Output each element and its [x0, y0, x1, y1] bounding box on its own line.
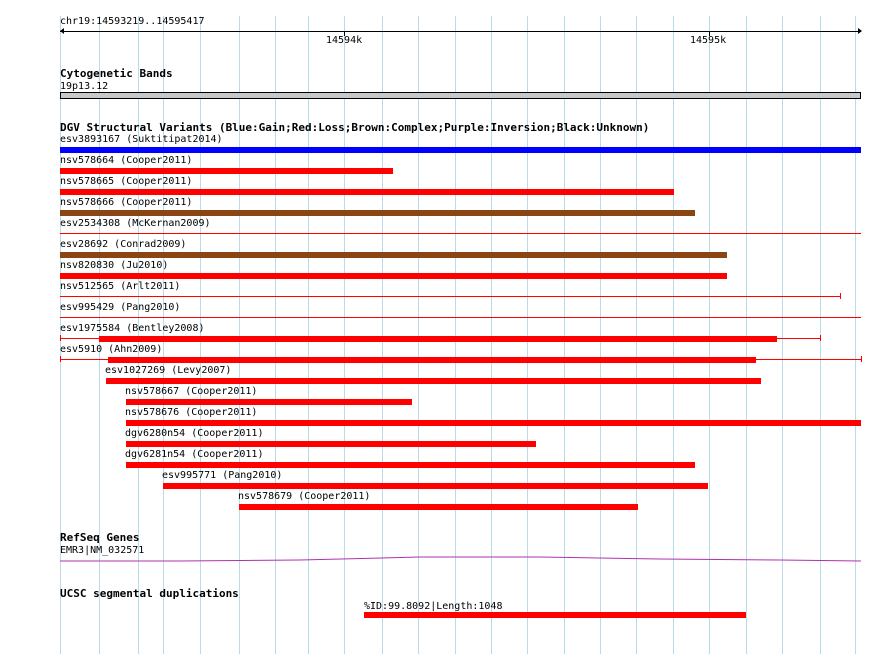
cytoband-track-title[interactable]: Cytogenetic Bands — [60, 67, 173, 80]
dgv-feature-bar[interactable] — [60, 317, 861, 318]
dgv-feature-label[interactable]: nsv578679 (Cooper2011) — [238, 491, 371, 502]
segdup-feature-label: %ID:99.8092|Length:1048 — [364, 601, 503, 612]
ruler-right-arrow[interactable] — [858, 28, 862, 34]
refseq-gene-label[interactable]: EMR3|NM_032571 — [60, 545, 145, 556]
dgv-feature-bar[interactable] — [239, 504, 638, 510]
cytoband-label: 19p13.12 — [60, 81, 109, 92]
dgv-feature-label[interactable]: nsv512565 (Arlt2011) — [60, 281, 181, 292]
ruler-tick-label: 14594k — [326, 35, 363, 46]
dgv-feature-end-tick — [60, 335, 61, 341]
dgv-feature-label[interactable]: nsv820830 (Ju2010) — [60, 260, 169, 271]
dgv-feature-label[interactable]: esv5910 (Ahn2009) — [60, 344, 163, 355]
dgv-feature-bar[interactable] — [60, 233, 861, 234]
dgv-feature-label[interactable]: esv995771 (Pang2010) — [162, 470, 283, 481]
segdup-feature-bar[interactable] — [364, 612, 746, 618]
dgv-feature-end-tick — [820, 335, 821, 341]
dgv-feature-end-tick — [861, 356, 862, 362]
dgv-feature-bar[interactable] — [99, 336, 777, 342]
dgv-feature-bar[interactable] — [126, 399, 412, 405]
dgv-feature-label[interactable]: nsv578667 (Cooper2011) — [125, 386, 258, 397]
ruler-left-arrow[interactable] — [60, 28, 64, 34]
ruler-region-label: chr19:14593219..14595417 — [60, 16, 205, 27]
dgv-feature-label[interactable]: dgv6281n54 (Cooper2011) — [125, 449, 264, 460]
dgv-feature-bar[interactable] — [126, 441, 536, 447]
dgv-feature-bar[interactable] — [60, 252, 727, 258]
dgv-feature-label[interactable]: esv995429 (Pang2010) — [60, 302, 181, 313]
refseq-gene-glyph[interactable] — [60, 552, 862, 566]
dgv-feature-bar[interactable] — [60, 273, 727, 279]
cytoband-bar[interactable] — [60, 92, 861, 99]
dgv-feature-label[interactable]: nsv578666 (Cooper2011) — [60, 197, 193, 208]
dgv-feature-label[interactable]: nsv578665 (Cooper2011) — [60, 176, 193, 187]
dgv-feature-bar[interactable] — [60, 189, 674, 195]
dgv-feature-bar[interactable] — [108, 357, 756, 363]
dgv-feature-label[interactable]: esv3893167 (Suktitipat2014) — [60, 134, 223, 145]
dgv-feature-bar[interactable] — [126, 420, 861, 426]
segdup-track-title[interactable]: UCSC segmental duplications — [60, 587, 239, 600]
dgv-feature-bar[interactable] — [106, 378, 761, 384]
dgv-track-title[interactable]: DGV Structural Variants (Blue:Gain;Red:Loss;Brown:Complex;Purple:Inversion;Black:Unknown) — [60, 121, 650, 134]
dgv-feature-end-tick — [840, 293, 841, 299]
dgv-feature-bar[interactable] — [60, 210, 695, 216]
dgv-feature-label[interactable]: esv28692 (Conrad2009) — [60, 239, 187, 250]
ruler-axis[interactable] — [60, 31, 861, 32]
dgv-feature-label[interactable]: esv2534308 (McKernan2009) — [60, 218, 211, 229]
dgv-feature-bar[interactable] — [126, 462, 695, 468]
dgv-feature-label[interactable]: esv1027269 (Levy2007) — [105, 365, 232, 376]
dgv-feature-bar[interactable] — [60, 296, 840, 297]
ruler-tick-label: 14595k — [690, 35, 727, 46]
refseq-track-title[interactable]: RefSeq Genes — [60, 531, 140, 544]
dgv-feature-label[interactable]: nsv578676 (Cooper2011) — [125, 407, 258, 418]
dgv-feature-label[interactable]: dgv6280n54 (Cooper2011) — [125, 428, 264, 439]
dgv-feature-label[interactable]: esv1975584 (Bentley2008) — [60, 323, 205, 334]
dgv-feature-end-tick — [60, 356, 61, 362]
dgv-feature-bar[interactable] — [60, 147, 861, 153]
dgv-feature-bar[interactable] — [60, 168, 393, 174]
dgv-feature-bar[interactable] — [163, 483, 708, 489]
dgv-feature-label[interactable]: nsv578664 (Cooper2011) — [60, 155, 193, 166]
